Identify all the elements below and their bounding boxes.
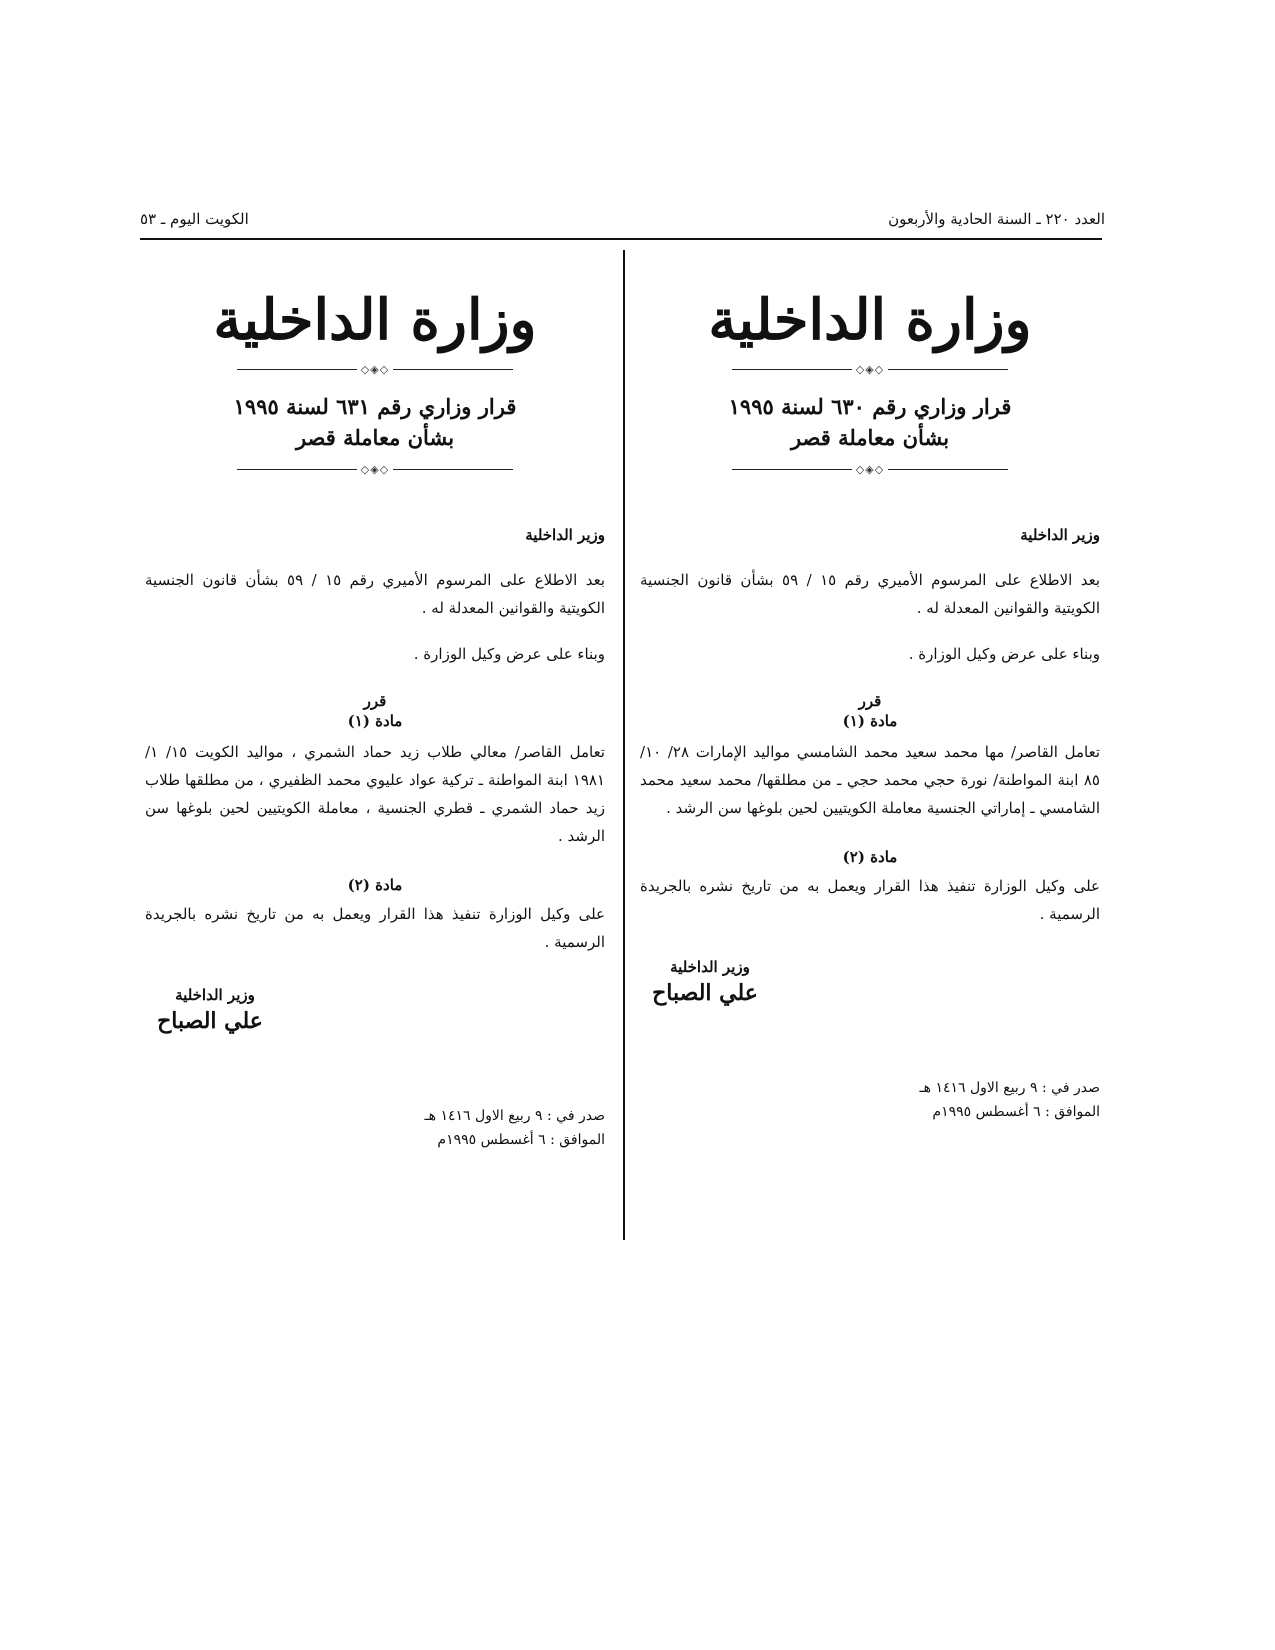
minister-heading: وزير الداخلية: [525, 525, 605, 544]
article-1-heading: مادة (١): [842, 711, 898, 730]
issue-date-hijri: صدر في : ٩ ربيع الاول ١٤١٦ هـ: [424, 1107, 605, 1124]
decree-title: قرار وزاري رقم ٦٣٠ لسنة ١٩٩٥: [728, 393, 1012, 419]
decree-column-630: [640, 250, 1100, 1124]
article-2-heading: مادة (٢): [347, 875, 403, 894]
preamble-paragraph: بعد الاطلاع على المرسوم الأميري رقم ١٥ / ٥٩ بشأن قانون الجنسية الكويتية والقوانين المعدلة له .: [640, 570, 1101, 617]
column-divider: [623, 250, 625, 1240]
article-1-text: تعامل القاصر/ مها محمد سعيد محمد الشامسي مواليد الإمارات ٢٨/ ١٠/ ٨٥ ابنة المواطنة/ نورة حجي محمد حجي ـ من مطلقها/ محمد سعيد محمد الشامسي ـ إماراتي الجنسية معاملة الكويتيين لحين بلوغها سن الرشد .: [640, 742, 1100, 817]
ornament-divider: ◇◈◇: [640, 362, 1100, 376]
decree-subject: بشأن معاملة قصر: [295, 424, 455, 450]
preamble-paragraph: وبناء على عرض وكيل الوزارة .: [908, 644, 1100, 663]
article-1-text: تعامل القاصر/ معالي طلاب زيد حماد الشمري ، مواليد الكويت ١٥/ ١/ ١٩٨١ ابنة المواطنة ـ تركية عواد عليوي محمد الظفيري ، من مطلقها طلاب زيد حماد الشمري ـ قطري الجنسية ، معاملة الكويتيين لحين بلوغها سن الرشد .: [145, 742, 605, 845]
article-2-text: على وكيل الوزارة تنفيذ هذا القرار ويعمل به من تاريخ نشره بالجريدة الرسمية .: [640, 876, 1100, 923]
issue-date-hijri: صدر في : ٩ ربيع الاول ١٤١٦ هـ: [919, 1079, 1100, 1096]
article-1-heading: مادة (١): [347, 711, 403, 730]
preamble-paragraph: بعد الاطلاع على المرسوم الأميري رقم ١٥ / ٥٩ بشأن قانون الجنسية الكويتية والقوانين المعدلة له .: [145, 570, 606, 617]
decree-column-631: [145, 250, 605, 1152]
ministry-masthead: وزارة الداخلية: [708, 287, 1032, 353]
decree-subject: بشأن معاملة قصر: [790, 424, 950, 450]
header-rule: [140, 238, 1102, 240]
decree-title: قرار وزاري رقم ٦٣١ لسنة ١٩٩٥: [233, 393, 517, 419]
signature-name: علي الصباح: [157, 1007, 263, 1034]
signature-title: وزير الداخلية: [175, 985, 255, 1004]
page-header: الكويت اليوم ـ ٥٣: [140, 210, 249, 228]
ministry-masthead: وزارة الداخلية: [213, 287, 537, 353]
ornament-divider: ◇◈◇: [145, 362, 605, 376]
article-2-heading: مادة (٢): [842, 847, 898, 866]
decision-heading: قرر: [363, 691, 387, 710]
preamble-paragraph: وبناء على عرض وكيل الوزارة .: [413, 644, 605, 663]
issue-date-gregorian: الموافق : ٦ أغسطس ١٩٩٥م: [437, 1131, 605, 1148]
decision-heading: قرر: [858, 691, 882, 710]
issue-date-gregorian: الموافق : ٦ أغسطس ١٩٩٥م: [932, 1103, 1100, 1120]
ornament-divider: ◇◈◇: [145, 462, 605, 476]
article-2-text: على وكيل الوزارة تنفيذ هذا القرار ويعمل به من تاريخ نشره بالجريدة الرسمية .: [145, 904, 605, 951]
signature-name: علي الصباح: [652, 979, 758, 1006]
minister-heading: وزير الداخلية: [1020, 525, 1100, 544]
issue-date: [640, 1076, 1100, 1124]
issue-date: [145, 1104, 605, 1152]
signature-title: وزير الداخلية: [670, 957, 750, 976]
issue-header: العدد ٢٢٠ ـ السنة الحادية والأربعون: [888, 210, 1105, 228]
ornament-divider: ◇◈◇: [640, 462, 1100, 476]
